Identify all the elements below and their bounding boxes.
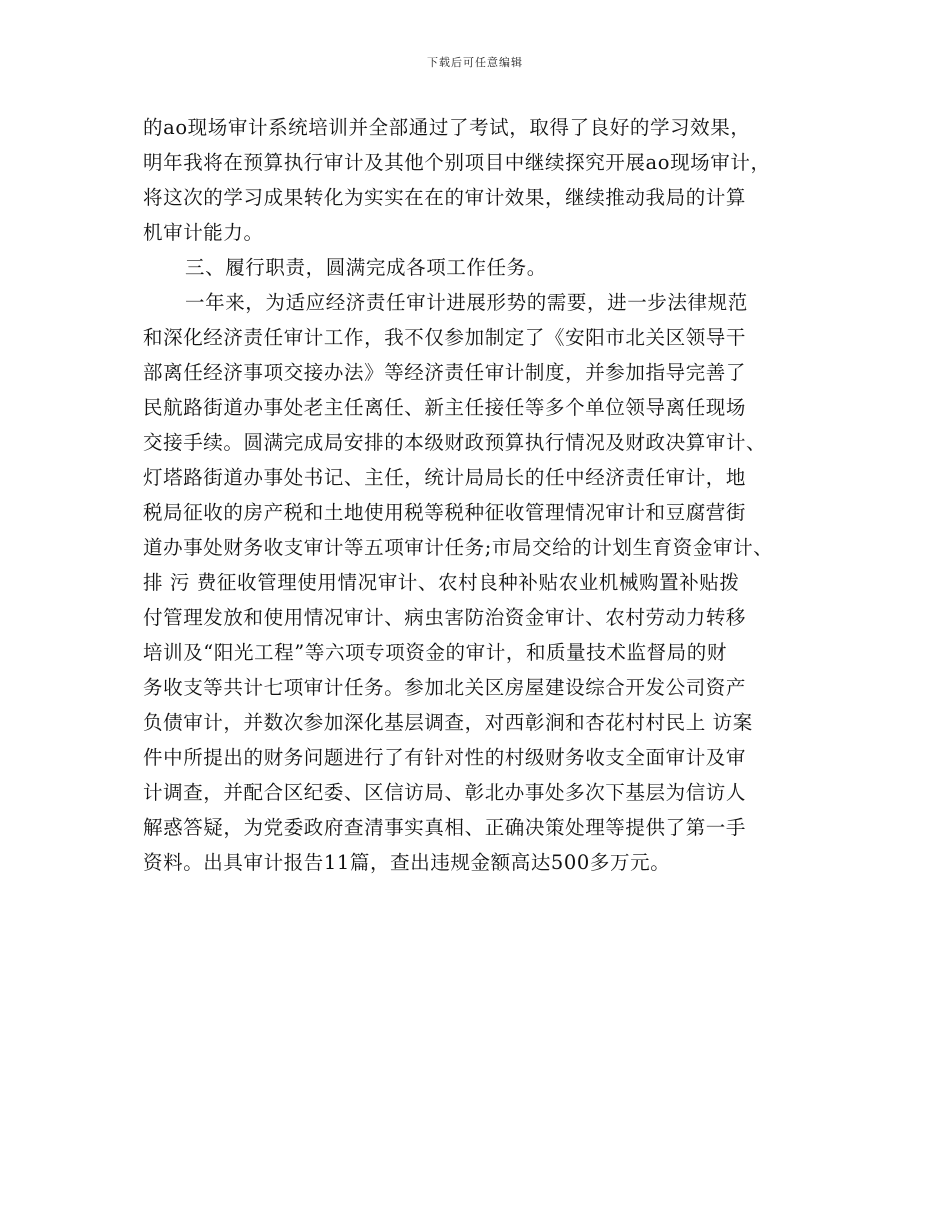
paragraph-line: 务收支等共计七项审计任务。参加北关区房屋建设综合开发公司资产 [143, 676, 747, 699]
page-header: 下载后可任意编辑 [427, 56, 523, 69]
paragraph-line: 件中所提出的财务问题进行了有针对性的村级财务收支全面审计及审 [143, 746, 747, 769]
section-heading: 三、履行职责，圆满完成各项工作任务。 [185, 256, 547, 279]
paragraph-line: 部离任经济事项交接办法》等经济责任审计制度，并参加指导完善了 [143, 361, 747, 384]
paragraph-line: 计调查，并配合区纪委、区信访局、彰北办事处多次下基层为信访人 [143, 781, 747, 804]
paragraph-line: 资料。出具审计报告11篇，查出违规金额高达500多万元。 [143, 851, 671, 874]
paragraph-line: 排 污 费征收管理使用情况审计、农村良种补贴农业机械购置补贴拨 [143, 571, 740, 594]
paragraph-line: 负债审计，并数次参加深化基层调查，对西彰涧和杏花村村民上 访案 [143, 711, 753, 734]
paragraph-line: 将这次的学习成果转化为实实在在的审计效果，继续推动我局的计算 [143, 186, 747, 209]
paragraph-line: 道办事处财务收支审计等五项审计任务;市局交给的计划生育资金审计、 [143, 536, 774, 559]
document-body [143, 110, 833, 880]
paragraph-line: 灯塔路街道办事处书记、主任，统计局局长的任中经济责任审计，地 [143, 466, 747, 489]
paragraph-line: 交接手续。圆满完成局安排的本级财政预算执行情况及财政决算审计、 [143, 431, 767, 454]
paragraph-line: 一年来，为适应经济责任审计进展形势的需要，进一步法律规范 [185, 291, 748, 314]
paragraph-line: 民航路街道办事处老主任离任、新主任接任等多个单位领导离任现场 [143, 396, 747, 419]
paragraph-line: 明年我将在预算执行审计及其他个别项目中继续探究开展ao现场审计， [143, 151, 771, 174]
paragraph-line: 付管理发放和使用情况审计、病虫害防治资金审计、农村劳动力转移 [143, 606, 747, 629]
paragraph-line: 解惑答疑，为党委政府查清事实真相、正确决策处理等提供了第一手 [143, 816, 747, 839]
paragraph-line: 培训及“阳光工程”等六项专项资金的审计，和质量技术监督局的财 [143, 641, 727, 664]
paragraph-line: 税局征收的房产税和土地使用税等税种征收管理情况审计和豆腐营街 [143, 501, 747, 524]
paragraph-line: 和深化经济责任审计工作，我不仅参加制定了《安阳市北关区领导干 [143, 326, 747, 349]
paragraph-line: 的ao现场审计系统培训并全部通过了考试，取得了良好的学习效果， [143, 116, 751, 139]
paragraph-line: 机审计能力。 [143, 221, 264, 244]
